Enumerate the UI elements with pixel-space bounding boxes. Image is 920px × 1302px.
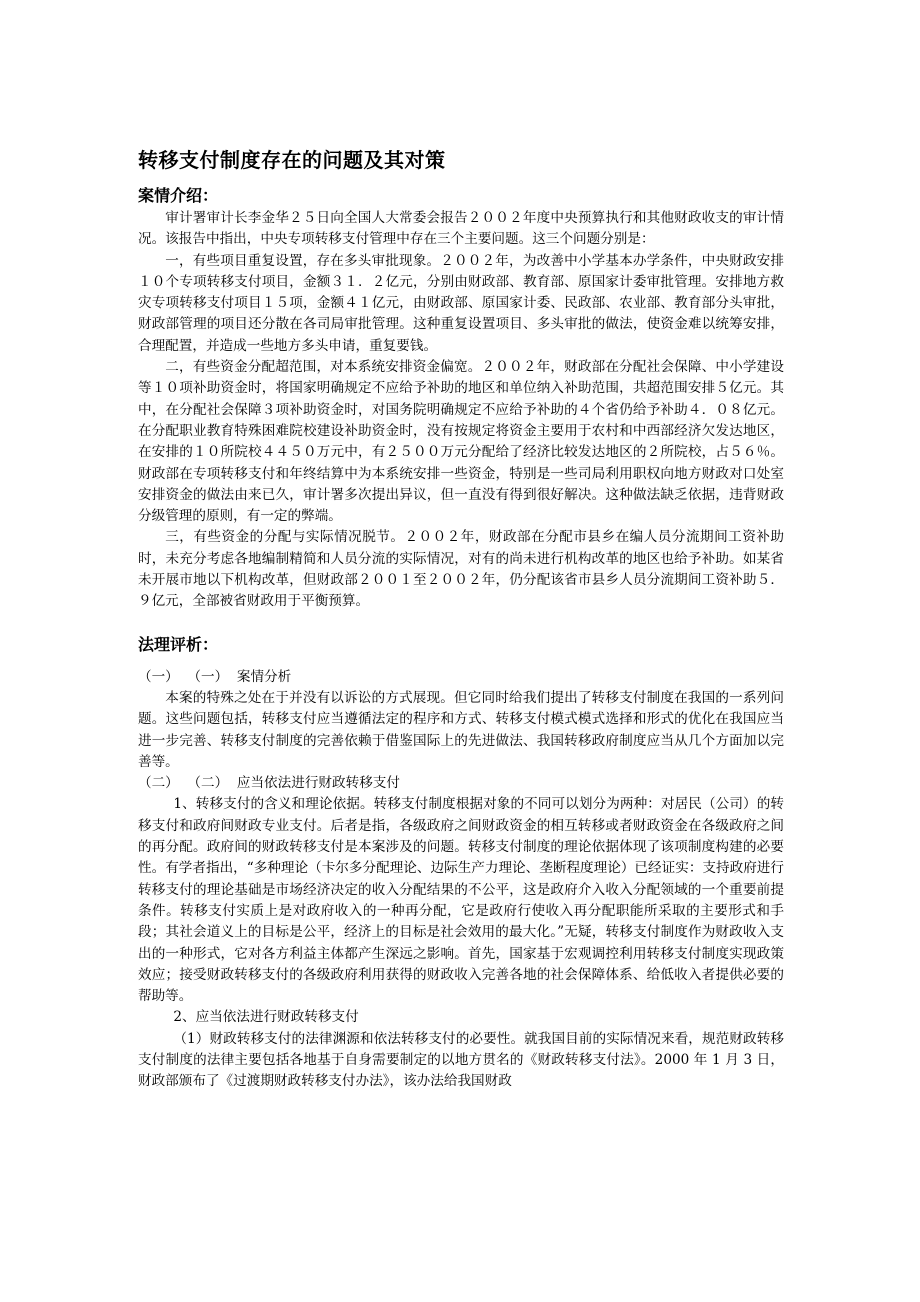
case-problem-two-paragraph: 二，有些资金分配超范围，对本系统安排资金偏宽。２００２年，财政部在分配社会保障、中小学建设等１０项补助资金时，将国家明确规定不应给予补助的地区和单位纳入补助范围，共超范围安排５亿元。其中，在分配社会保障３项补助资金时，对国务院明确规定不应给予补助的４个省仍给予补助４．０８亿元。在分配职业教育特殊困难院校建设补助资金时，没有按规定将资金主要用于农村和中西部经济欠发达地区，在安排的１０所院校４４５０万元中，有２５００万元分配给了经济比较发达地区的２所院校，占５６％。 财政部在专项转移支付和年终结算中为本系统安排一些资金，特别是一些司局利用职权向地方财政对口处室安排资金的做法由来已久，审计署多次提出异议，但一直没有得到很好解决。这种做法缺乏依据，违背财政分级管理的原则，有一定的弊端。 [138, 359, 784, 525]
document-title: 转移支付制度存在的问题及其对策 [138, 148, 446, 172]
subsection-heading-legal-transfer: （二） （二） 应当依法进行财政转移支付 [138, 775, 400, 792]
numbered-heading-legal-transfer: 2、应当依法进行财政转移支付 [173, 1009, 359, 1026]
case-intro-paragraph: 审计署审计长李金华２５日向全国人大常委会报告２００２年度中央预算执行和其他财政收支的审计情况。该报告中指出，中央专项转移支付管理中存在三个主要问题。这三个问题分别是： [138, 210, 784, 248]
case-problem-one-paragraph: 一，有些项目重复设置，存在多头审批现象。２００２年，为改善中小学基本办学条件，中央财政安排１０个专项转移支付项目，金额３１．２亿元，分别由财政部、教育部、原国家计委审批管理。安排地方救灾专项转移支付项目１５项，金额４１亿元，由财政部、原国家计委、民政部、农业部、教育部分头审批，财政部管理的项目还分散在各司局审批管理。这种重复设置项目、多头审批的做法，使资金难以统筹安排，合理配置，并造成一些地方多头申请，重复要钱。 [138, 252, 784, 354]
document-page [138, 146, 784, 1093]
analysis-heading: 法理评析： [138, 634, 219, 654]
section-spacer [138, 657, 784, 667]
section-spacer [138, 613, 784, 633]
case-analysis-paragraph: 本案的特殊之处在于并没有以诉讼的方式展现。但它同时给我们提出了转移支付制度在我国的一系列问题。这些问题包括，转移支付应当遵循法定的程序和方式、转移支付模式模式选择和形式的优化在我国应当进一步完善、转移支付制度的完善依赖于借鉴国际上的先进做法、我国转移政府制度应当从几个方面加以完善等。 [138, 689, 784, 770]
transfer-theory-paragraph: 1、转移支付的含义和理论依据。转移支付制度根据对象的不同可以划分为两种：对居民（公司）的转移支付和政府间财政专业支付。后者是指，各级政府之间财政资金的相互转移或者财政资金在各级政府之间的再分配。政府间的财政转移支付是本案涉及的问题。转移支付制度的理论依据体现了该项制度构建的必要性。有学者指出，“多种理论（卡尔多分配理论、边际生产力理论、垄断程度理论）已经证实：支持政府进行转移支付的理论基础是市场经济决定的收入分配结果的不公平，这是政府介入收入分配领域的一个重要前提条件。转移支付实质上是对政府收入的一种再分配，它是政府行使收入再分配职能所采取的主要形式和手段；其社会道义上的目标是公平，经济上的目标是社会效用的最大化。”无疑，转移支付制度作为财政收入支出的一种形式，它对各方利益主体都产生深远之影响。首先，国家基于宏观调控利用转移支付制度实现政策效应；接受财政转移支付的各级政府利用获得的财政收入完善各地的社会保障体系、给低收入者提供必要的帮助等。 [138, 796, 784, 1005]
legal-sources-paragraph: （1）财政转移支付的法律渊源和依法转移支付的必要性。就我国目前的实际情况来看，规范财政转移支付制度的法律主要包括各地基于自身需要制定的以地方贯名的《财政转移支付法》。2000 年 1 月 3 日，财政部颁布了《过渡期财政转移支付办法》，该办法给我国财政 [138, 1030, 784, 1090]
subsection-heading-case-analysis: （一） （一） 案情分析 [138, 668, 292, 685]
case-heading: 案情介绍： [138, 186, 219, 205]
case-problem-three-paragraph: 三，有些资金的分配与实际情况脱节。２００２年，财政部在分配市县乡在编人员分流期间工资补助时，未充分考虑各地编制精简和人员分流的实际情况，对有的尚未进行机构改革的地区也给予补助。如某省未开展市地以下机构改革，但财政部２００１至２００２年，仍分配该省市县乡人员分流期间工资补助５．９亿元，全部被省财政用于平衡预算。 [138, 529, 784, 610]
